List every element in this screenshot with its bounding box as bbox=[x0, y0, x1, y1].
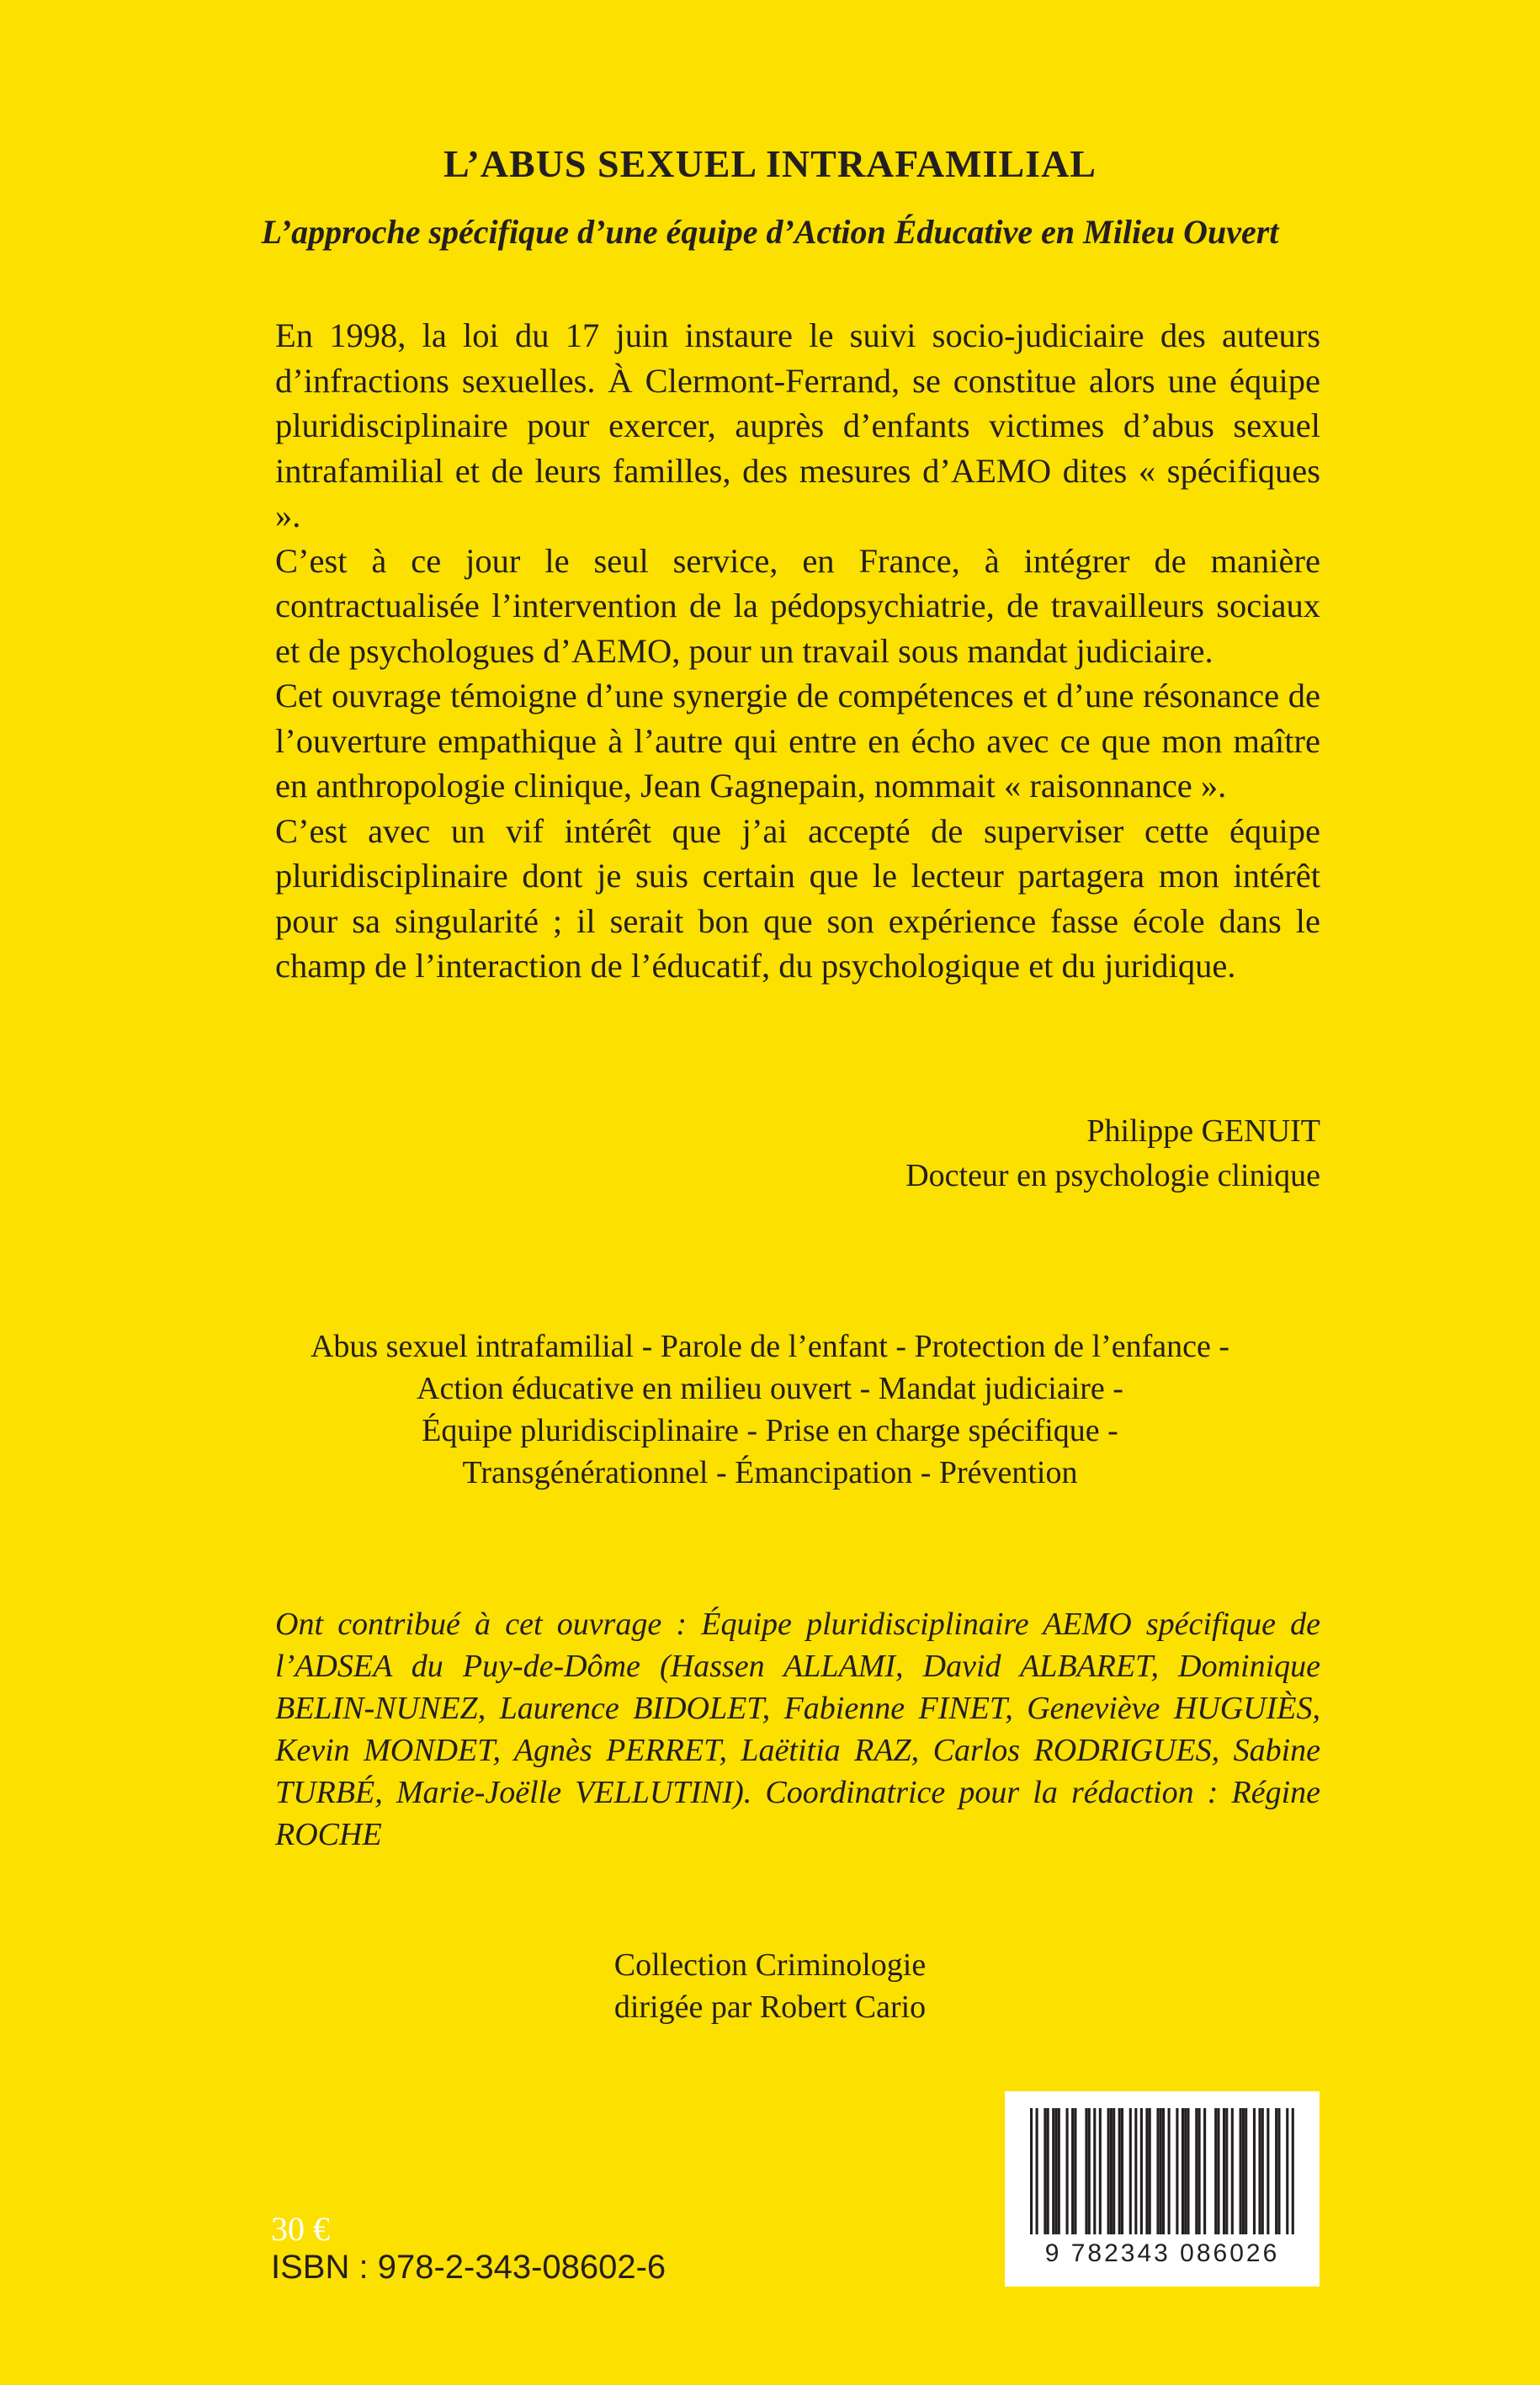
book-subtitle: L’approche spécifique d’une équipe d’Action Éducative en Milieu Ouvert bbox=[261, 213, 1279, 251]
signature-name: Philippe GENUIT bbox=[1086, 1113, 1320, 1149]
collection-block bbox=[0, 1944, 1540, 2028]
barcode-bar bbox=[1182, 2108, 1184, 2234]
barcode-bar bbox=[1145, 2108, 1148, 2234]
barcode-bar bbox=[1043, 2108, 1046, 2234]
barcode-bar bbox=[1277, 2108, 1280, 2234]
signature-block bbox=[757, 1109, 1320, 1198]
barcode-bar bbox=[1140, 2108, 1143, 2234]
barcode bbox=[1005, 2091, 1320, 2287]
barcode-bar bbox=[1184, 2108, 1187, 2234]
blurb-paragraph: En 1998, la loi du 17 juin instaure le suivi socio-judiciaire des auteurs d’infractions sexuelles. À Clermont-Ferrand, se constitue alors une équipe pluridisciplinaire pour exercer, auprès d’enfants victimes d’abus sexuel intrafamilial et de leurs familles, des mesures d’AEMO dites « spécifiques ». bbox=[275, 316, 1320, 534]
barcode-bar bbox=[1156, 2108, 1159, 2234]
barcode-bar bbox=[1110, 2108, 1113, 2234]
collection-name: Collection Criminologie bbox=[613, 1947, 927, 1983]
price-label: 30 € bbox=[271, 2210, 330, 2248]
signature-role: Docteur en psychologie clinique bbox=[905, 1158, 1320, 1193]
barcode-bar bbox=[1149, 2108, 1151, 2234]
barcode-bar bbox=[1113, 2108, 1115, 2234]
barcode-bar bbox=[1223, 2108, 1225, 2234]
contributors-block bbox=[275, 1603, 1320, 1856]
barcode-bar bbox=[1286, 2108, 1288, 2234]
keywords-line: Action éducative en milieu ouvert - Mandat judiciaire - bbox=[417, 1371, 1123, 1406]
barcode-bar bbox=[1058, 2108, 1060, 2234]
coordinator-text: Coordinatrice pour la rédaction : Régine ROCHE bbox=[275, 1775, 1320, 1852]
barcode-bar bbox=[1162, 2108, 1165, 2234]
barcode-bar bbox=[1225, 2108, 1228, 2234]
barcode-bar bbox=[1099, 2108, 1102, 2234]
barcode-bar bbox=[1292, 2108, 1294, 2234]
collection-editor: dirigée par Robert Cario bbox=[613, 1989, 927, 2025]
barcode-bar bbox=[1258, 2108, 1261, 2234]
blurb-paragraph: Cet ouvrage témoigne d’une synergie de compétences et d’une résonance de l’ouverture empathique à l’autre qui entre en écho avec ce que mon maître en anthropologie clinique, Jean Gagnepain, nommait « raisonnance ». bbox=[275, 677, 1320, 805]
barcode-bar bbox=[1160, 2108, 1162, 2234]
barcode-bar bbox=[1107, 2108, 1110, 2234]
barcode-bar bbox=[1187, 2108, 1189, 2234]
barcode-bar bbox=[1066, 2108, 1069, 2234]
barcode-bar bbox=[1047, 2108, 1049, 2234]
barcode-bar bbox=[1052, 2108, 1054, 2234]
barcode-bar bbox=[1054, 2108, 1057, 2234]
barcode-bar bbox=[1168, 2108, 1171, 2234]
barcode-bar bbox=[1093, 2108, 1096, 2234]
keywords-line: Transgénérationnel - Émancipation - Prévention bbox=[462, 1455, 1078, 1490]
barcode-bar bbox=[1085, 2108, 1087, 2234]
barcode-bar bbox=[1203, 2108, 1206, 2234]
barcode-digits: 9 782343 086026 bbox=[1044, 2239, 1280, 2267]
barcode-bar bbox=[1275, 2108, 1277, 2234]
barcode-bar bbox=[1198, 2108, 1201, 2234]
barcode-bar bbox=[1253, 2108, 1256, 2234]
blurb-paragraph: C’est avec un vif intérêt que j’ai accepté de superviser cette équipe pluridisciplinaire dont je suis certain que le lecteur partagera mon intérêt pour sa singularité ; il serait bon que son expérience fasse école dans le champ de l’interaction de l’éducatif, du psychologique et du juridique. bbox=[275, 811, 1320, 985]
barcode-bar bbox=[1245, 2108, 1247, 2234]
barcode-bar bbox=[1267, 2108, 1269, 2234]
contributors-text: Ont contribué à cet ouvrage : Équipe pluridisciplinaire AEMO spécifique de l’ADSEA du Puy-de-Dôme (Hassen ALLAMI, David ALBARET, Dominique BELIN-NUNEZ, Laurence BIDOLET, Fabienne FINET, Geneviève HUGUIÈS, Kevin MONDET, Agnès PERRET, Laëtitia RAZ, Carlos RODRIGUES, Sabine TURBÉ, Marie-Joëlle VELLUTINI). bbox=[275, 1607, 1320, 1810]
barcode-bars bbox=[1030, 2108, 1294, 2234]
barcode-bar bbox=[1036, 2108, 1038, 2234]
blurb-paragraph: C’est à ce jour le seul service, en France, à intégrer de manière contractualisée l’intervention de la pédopsychiatrie, de travailleurs sociaux et de psychologues d’AEMO, pour un travail sous mandat judiciaire. bbox=[275, 541, 1320, 670]
barcode-bar bbox=[1261, 2108, 1264, 2234]
barcode-bar bbox=[1121, 2108, 1123, 2234]
barcode-bar bbox=[1195, 2108, 1197, 2234]
barcode-bar bbox=[1231, 2108, 1234, 2234]
book-title: L’ABUS SEXUEL INTRAFAMILIAL bbox=[443, 142, 1097, 185]
barcode-bar bbox=[1176, 2108, 1178, 2234]
isbn-label: ISBN : 978-2-343-08602-6 bbox=[271, 2249, 666, 2286]
barcode-bar bbox=[1074, 2108, 1076, 2234]
barcode-bar bbox=[1242, 2108, 1245, 2234]
barcode-bar bbox=[1217, 2108, 1219, 2234]
keywords-block bbox=[0, 1325, 1540, 1494]
keywords-line: Abus sexuel intrafamilial - Parole de l’enfant - Protection de l’enfance - bbox=[310, 1329, 1230, 1364]
barcode-bar bbox=[1088, 2108, 1091, 2234]
barcode-bar bbox=[1118, 2108, 1121, 2234]
barcode-bar bbox=[1134, 2108, 1137, 2234]
barcode-bar bbox=[1030, 2108, 1033, 2234]
barcode-bar bbox=[1129, 2108, 1132, 2234]
barcode-bar bbox=[1240, 2108, 1242, 2234]
back-cover-blurb bbox=[275, 313, 1320, 989]
barcode-bar bbox=[1071, 2108, 1074, 2234]
keywords-line: Équipe pluridisciplinaire - Prise en charge spécifique - bbox=[422, 1413, 1118, 1448]
barcode-bar bbox=[1214, 2108, 1217, 2234]
